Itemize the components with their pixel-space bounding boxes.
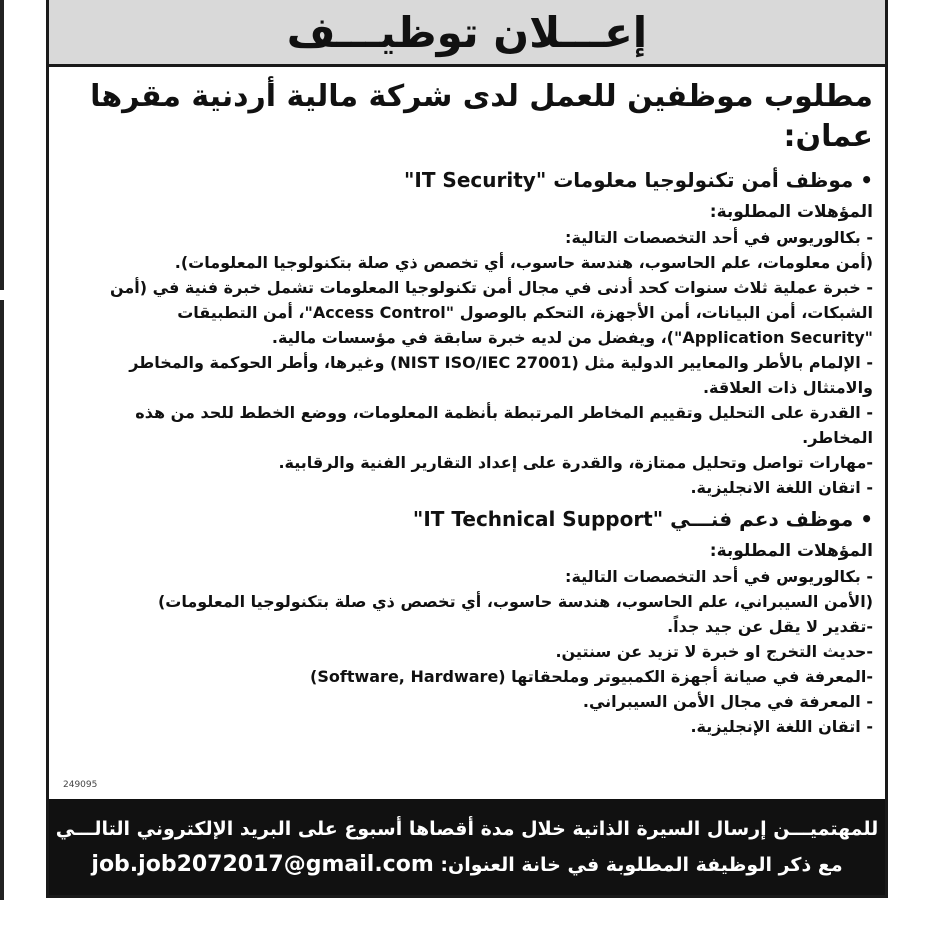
- job2-line: - المعرفة في مجال الأمن السيبراني.: [582, 692, 873, 711]
- job2-title: • موظف دعم فنـــي "IT Technical Support": [412, 507, 873, 531]
- job1-line: - القدرة على التحليل وتقييم المخاطر المرتبطة بأنظمة المعلومات، ووضع الخطط للحد من هذه المخاطر.: [135, 403, 873, 447]
- job1-requirements: [63, 225, 873, 500]
- ad-header: [49, 0, 885, 67]
- job2-line: -المعرفة في صيانة أجهزة الكمبيوتر وملحقاتها (Software, Hardware): [310, 667, 873, 686]
- job2-line: (الأمن السيبراني، علم الحاسوب، هندسة حاسوب، أي تخصص ذي صلة بتكنولوجيا المعلومات): [157, 592, 873, 611]
- job1-qual-heading: المؤهلات المطلوبة:: [709, 202, 873, 222]
- reference-number: 249095: [63, 780, 98, 790]
- job1-line: الشبكات، أمن البيانات، أمن الأجهزة، التحكم بالوصول "Access Control"، أمن التطبيقات: [177, 303, 873, 322]
- job2-line: - بكالوريوس في أحد التخصصات التالية:: [565, 567, 873, 586]
- footer-instructions: للمهتميـــن إرسال السيرة الذاتية خلال مدة أقصاها أسبوع على البريد الإلكتروني التالـــي: [55, 818, 879, 840]
- column-rule-bottom: [0, 300, 4, 900]
- ad-footer: [49, 799, 885, 895]
- job2-requirements: [63, 564, 873, 739]
- ad-body: [49, 67, 885, 739]
- job-advertisement: [46, 0, 888, 898]
- job1-line: - الإلمام بالأطر والمعايير الدولية مثل (NIST ISO/IEC 27001) وغيرها، وأطر الحوكمة والمخاطر: [129, 353, 873, 372]
- job2-line: -حديث التخرج او خبرة لا تزيد عن سنتين.: [555, 642, 873, 661]
- job1-line: والامتثال ذات العلاقة.: [702, 378, 873, 397]
- job1-line: - اتقان اللغة الانجليزية.: [690, 478, 873, 497]
- footer-subject-line: [49, 847, 885, 883]
- job1-line: (أمن معلومات، علم الحاسوب، هندسة حاسوب، أي تخصص ذي صلة بتكنولوجيا المعلومات).: [174, 253, 873, 272]
- job1-line: - خبرة عملية ثلاث سنوات كحد أدنى في مجال أمن تكنولوجيا المعلومات تشمل خبرة فنية في (أمن: [109, 278, 873, 297]
- job2-qual-heading: المؤهلات المطلوبة:: [709, 541, 873, 561]
- intro-text: مطلوب موظفين للعمل لدى شركة مالية أردنية مقرها عمان:: [90, 79, 873, 154]
- footer-subject-text: مع ذكر الوظيفة المطلوبة في خانة العنوان:: [440, 854, 843, 876]
- job2-line: - اتقان اللغة الإنجليزية.: [690, 717, 873, 736]
- job1-title: • موظف أمن تكنولوجيا معلومات "IT Security": [403, 168, 873, 192]
- job2-line: -تقدير لا يقل عن جيد جداً.: [667, 617, 873, 636]
- job1-line: -مهارات تواصل وتحليل ممتازة، والقدرة على إعداد التقارير الفنية والرقابية.: [278, 453, 873, 472]
- contact-email-link[interactable]: job.job2072017@gmail.com: [91, 852, 434, 877]
- column-rule-top: [0, 0, 4, 290]
- ad-title: إعـــلان توظيـــف: [286, 7, 648, 57]
- job1-line: "Application Security")، ويفضل من لديه خبرة سابقة في مؤسسات مالية.: [271, 328, 873, 347]
- job1-line: - بكالوريوس في أحد التخصصات التالية:: [565, 228, 873, 247]
